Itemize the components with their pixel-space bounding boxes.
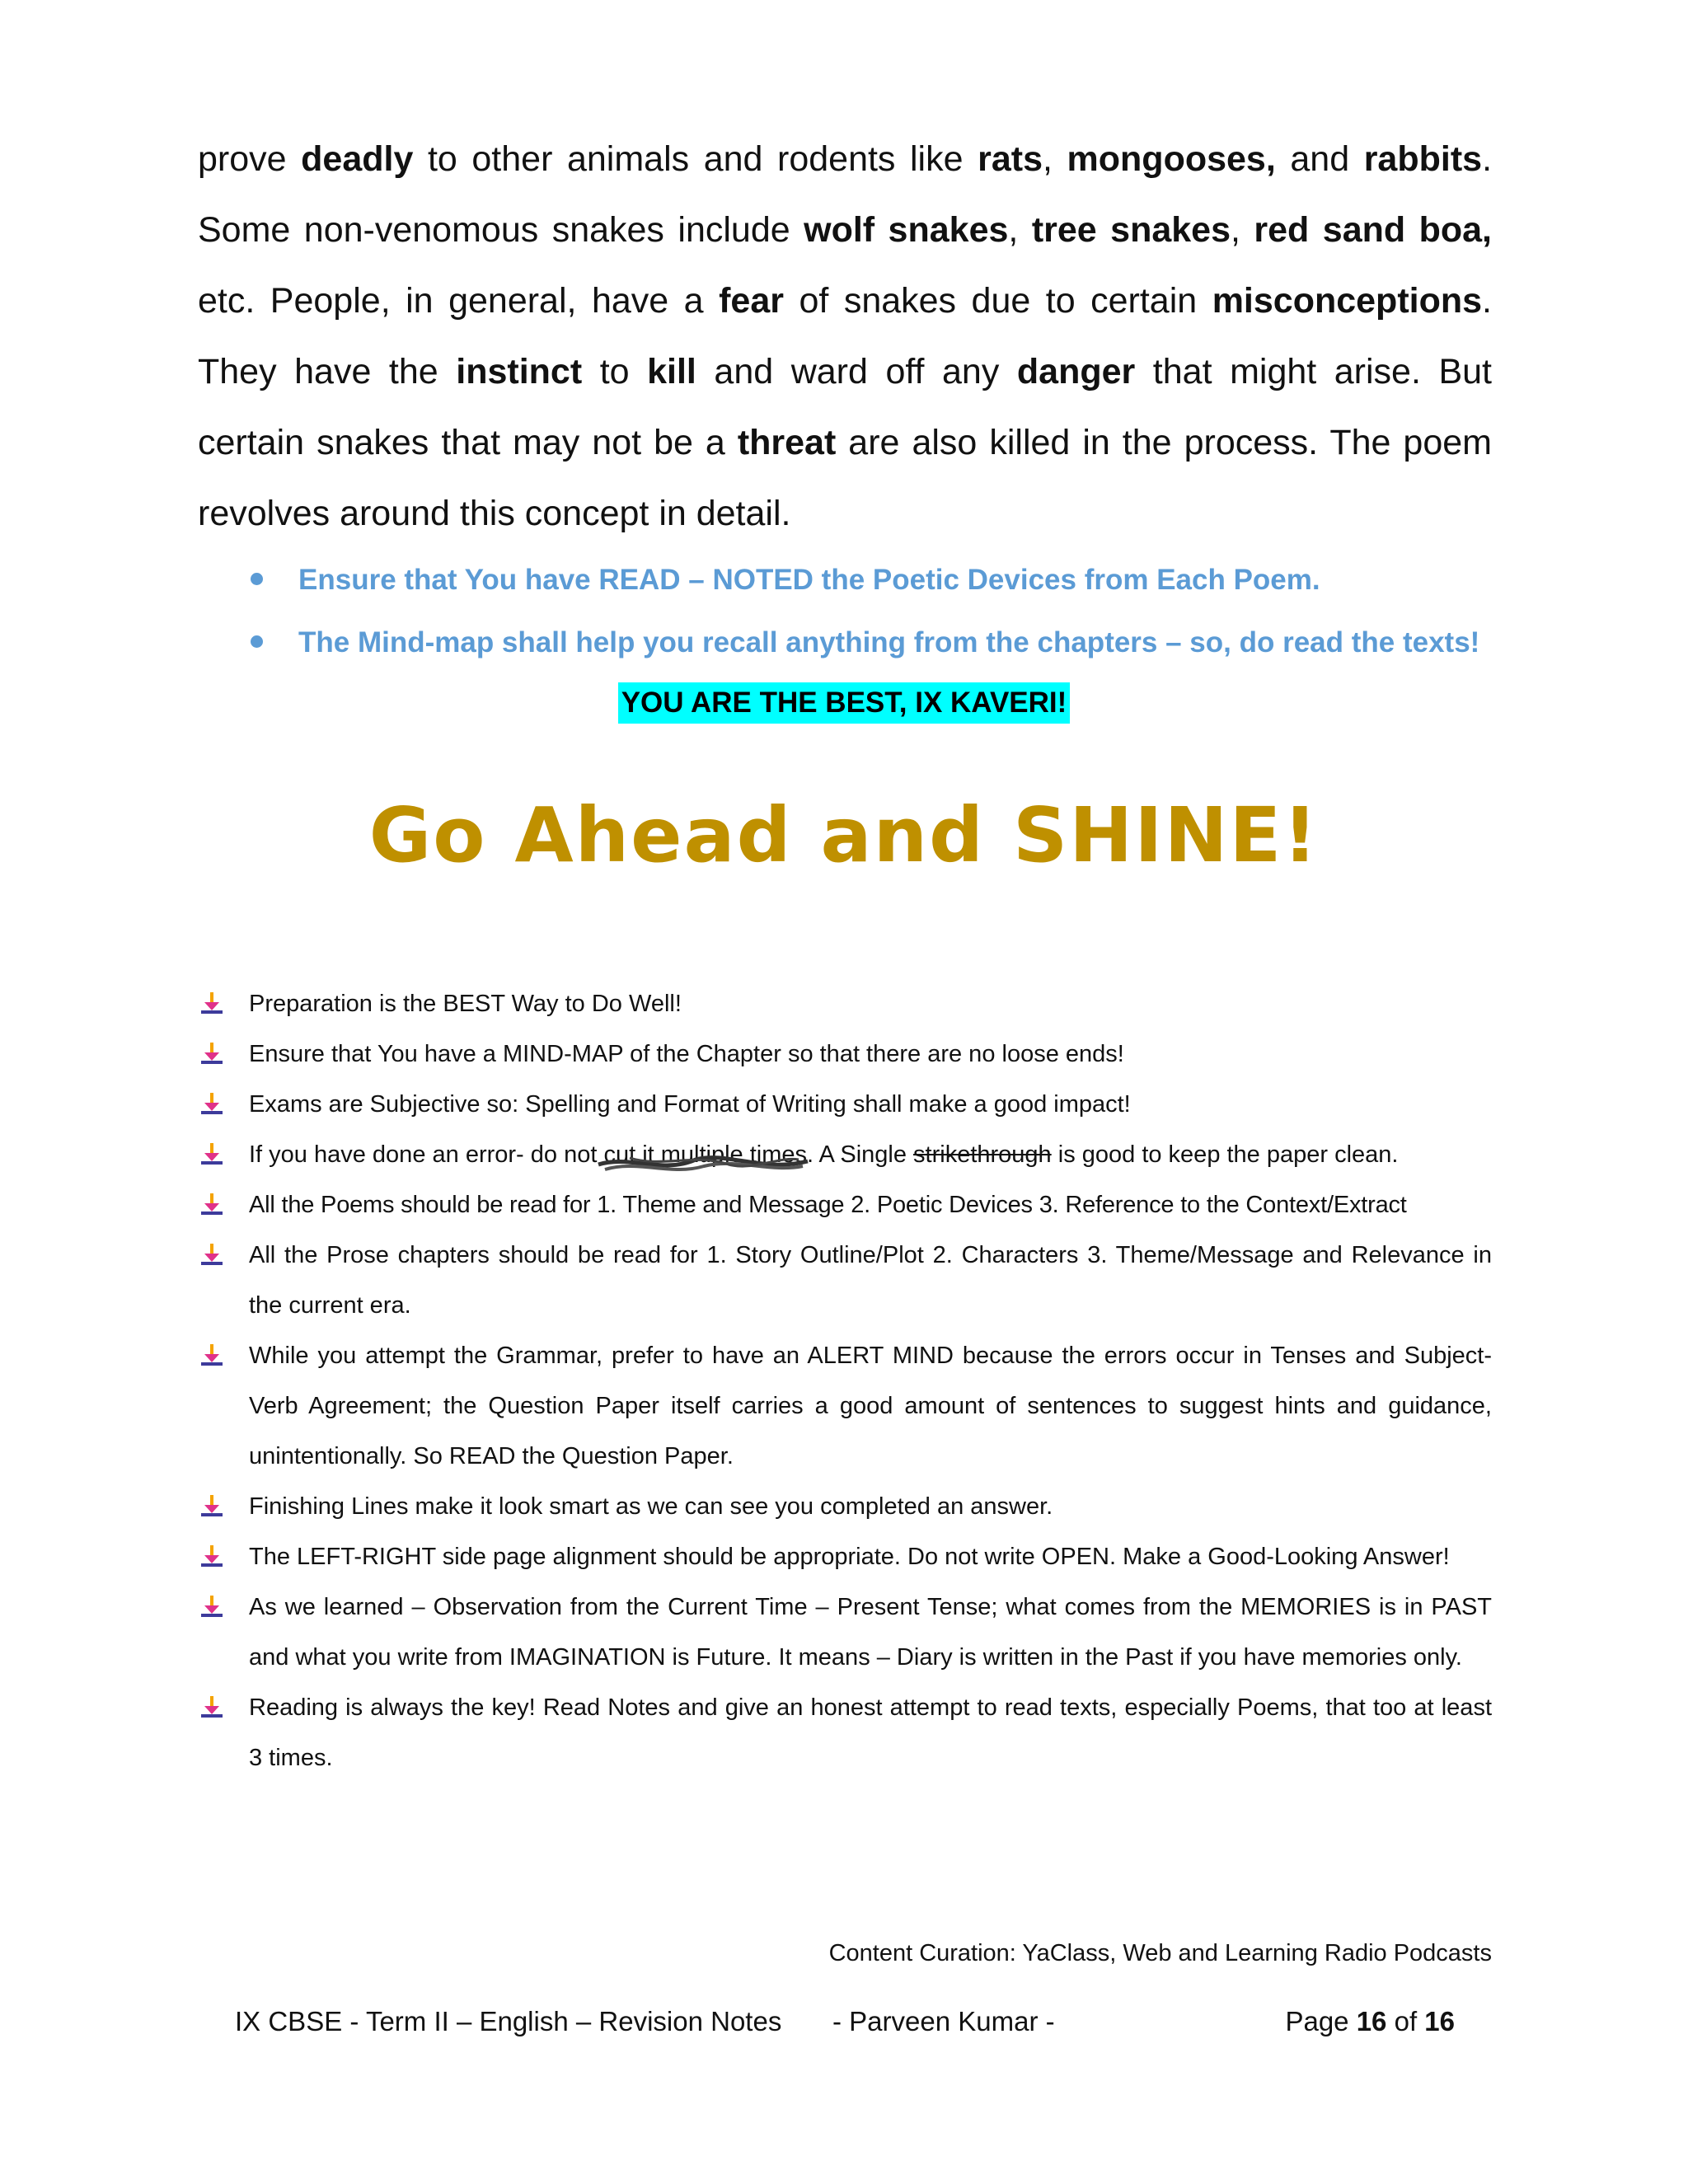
note-text: Finishing Lines make it look smart as we can see you completed an answer. — [249, 1493, 1053, 1520]
text: deadly — [301, 139, 414, 179]
text: misconceptions — [1212, 281, 1483, 321]
total-pages: 16 — [1424, 2006, 1455, 2036]
note-text: Exams are Subjective so: Spelling and Format of Writing shall make a good impact! — [249, 1091, 1131, 1118]
text: danger — [1016, 352, 1136, 391]
text: instinct — [456, 352, 583, 391]
arrow-bullet-icon — [199, 1694, 224, 1719]
footer-page-number — [1285, 2001, 1455, 2042]
list-item — [196, 1080, 1492, 1130]
note-text: Reading is always the key! Read Notes and give an honest attempt to read texts, especially Poems, that too at least 3 times. — [249, 1694, 1492, 1771]
note-text: cut it multiple times. — [603, 1141, 814, 1168]
note-text: All the Poems should be read for 1. Theme and Message 2. Poetic Devices 3. Reference to the Context/Extract — [249, 1192, 1407, 1218]
tip-text: The Mind-map shall help you recall anything from the chapters – so, do read the texts! — [298, 626, 1480, 658]
note-text: A Single — [814, 1141, 914, 1168]
text: , — [1231, 210, 1254, 250]
tips-list — [247, 549, 1517, 674]
text: fear — [719, 281, 784, 321]
text: of snakes due to certain — [783, 281, 1212, 321]
strikethrough-text: strikethrough — [913, 1141, 1052, 1168]
highlight-row — [0, 682, 1688, 724]
list-item — [196, 979, 1492, 1029]
list-item — [196, 1180, 1492, 1230]
page-footer — [235, 2001, 1455, 2042]
text: . They have the — [198, 281, 1492, 391]
text: wolf snakes — [804, 210, 1009, 250]
list-item — [196, 1482, 1492, 1532]
intro-paragraph — [198, 124, 1492, 549]
list-item — [247, 612, 1517, 674]
text: , — [1043, 139, 1067, 179]
text: rabbits — [1363, 139, 1483, 179]
text: are also killed in the process. The poem revolves around this concept in detail. — [198, 423, 1492, 533]
list-item — [247, 549, 1517, 612]
text: and ward off any — [696, 352, 1017, 391]
current-page: 16 — [1356, 2006, 1387, 2036]
tip-text: Ensure that You have READ – NOTED the Poetic Devices from Each Poem. — [298, 564, 1320, 596]
bullet-dot-icon — [251, 573, 263, 585]
footer-author: - Parveen Kumar - — [832, 2006, 1055, 2036]
text: of — [1386, 2006, 1425, 2036]
list-item — [196, 1130, 1492, 1180]
list-item — [196, 1029, 1492, 1080]
note-text: All the Prose chapters should be read for 1. Story Outline/Plot 2. Characters 3. Theme/Message and Relevance in the current era. — [249, 1242, 1492, 1319]
text: kill — [647, 352, 696, 391]
scribble-mark-icon — [597, 1148, 811, 1181]
list-item — [196, 1683, 1492, 1783]
arrow-bullet-icon — [199, 1091, 224, 1116]
headline: Go Ahead and SHINE! — [368, 791, 1320, 879]
highlighted-message: YOU ARE THE BEST, IX KAVERI! — [618, 682, 1071, 724]
list-item — [196, 1331, 1492, 1482]
text: red sand boa, — [1254, 210, 1492, 250]
arrow-bullet-icon — [199, 1242, 224, 1267]
text: to — [582, 352, 648, 391]
footer-course-title: IX CBSE - Term II – English – Revision Notes — [235, 2006, 782, 2036]
note-text: Ensure that You have a MIND-MAP of the Chapter so that there are no loose ends! — [249, 1041, 1124, 1067]
arrow-bullet-icon — [199, 1141, 224, 1166]
arrow-bullet-icon — [199, 1343, 224, 1367]
text: . — [1482, 139, 1493, 179]
text: that might arise. But certain snakes that may not be a — [198, 352, 1492, 462]
note-text: Preparation is the BEST Way to Do Well! — [249, 991, 682, 1017]
arrow-bullet-icon — [199, 1594, 224, 1619]
arrow-bullet-icon — [199, 1041, 224, 1066]
text: to other animals and rodents like — [413, 139, 978, 179]
text: Page — [1285, 2006, 1357, 2036]
text: and — [1275, 139, 1364, 179]
note-text: As we learned – Observation from the Current Time – Present Tense; what comes from the MEMORIES is in PAST and what you write from IMAGINATION is Future. It means – Diary is written in the Past if you have memories only. — [249, 1594, 1492, 1671]
note-text: If you have done an error- do not — [249, 1141, 604, 1168]
text: tree snakes — [1031, 210, 1231, 250]
bullet-dot-icon — [251, 635, 263, 648]
list-item — [196, 1582, 1492, 1683]
text: threat — [737, 423, 837, 462]
arrow-bullet-icon — [199, 1192, 224, 1216]
arrow-bullet-icon — [199, 1493, 224, 1518]
text: rats — [978, 139, 1043, 179]
content-credit: Content Curation: YaClass, Web and Learning Radio Podcasts — [828, 1940, 1492, 1966]
text: mongooses, — [1067, 139, 1276, 179]
text: , — [1008, 210, 1032, 250]
notes-list — [196, 979, 1492, 1783]
note-text: The LEFT-RIGHT side page alignment should be appropriate. Do not write OPEN. Make a Good-Looking Answer! — [249, 1544, 1450, 1570]
text: prove — [198, 139, 302, 179]
list-item — [196, 1532, 1492, 1582]
list-item — [196, 1230, 1492, 1331]
arrow-bullet-icon — [199, 991, 224, 1015]
arrow-bullet-icon — [199, 1544, 224, 1568]
text: etc. — [198, 281, 256, 321]
text: People, in general, have a — [255, 281, 720, 321]
note-text: is good to keep the paper clean. — [1051, 1141, 1399, 1168]
scribbled-text — [603, 1141, 814, 1168]
note-text: While you attempt the Grammar, prefer to have an ALERT MIND because the errors occur in Tenses and Subject-Verb Agreement; the Question Paper itself carries a good amount of sentences to suggest hints and guidance, unintentionally. So READ the Question Paper. — [249, 1343, 1492, 1469]
text: Some non-venomous snakes include — [198, 210, 804, 250]
